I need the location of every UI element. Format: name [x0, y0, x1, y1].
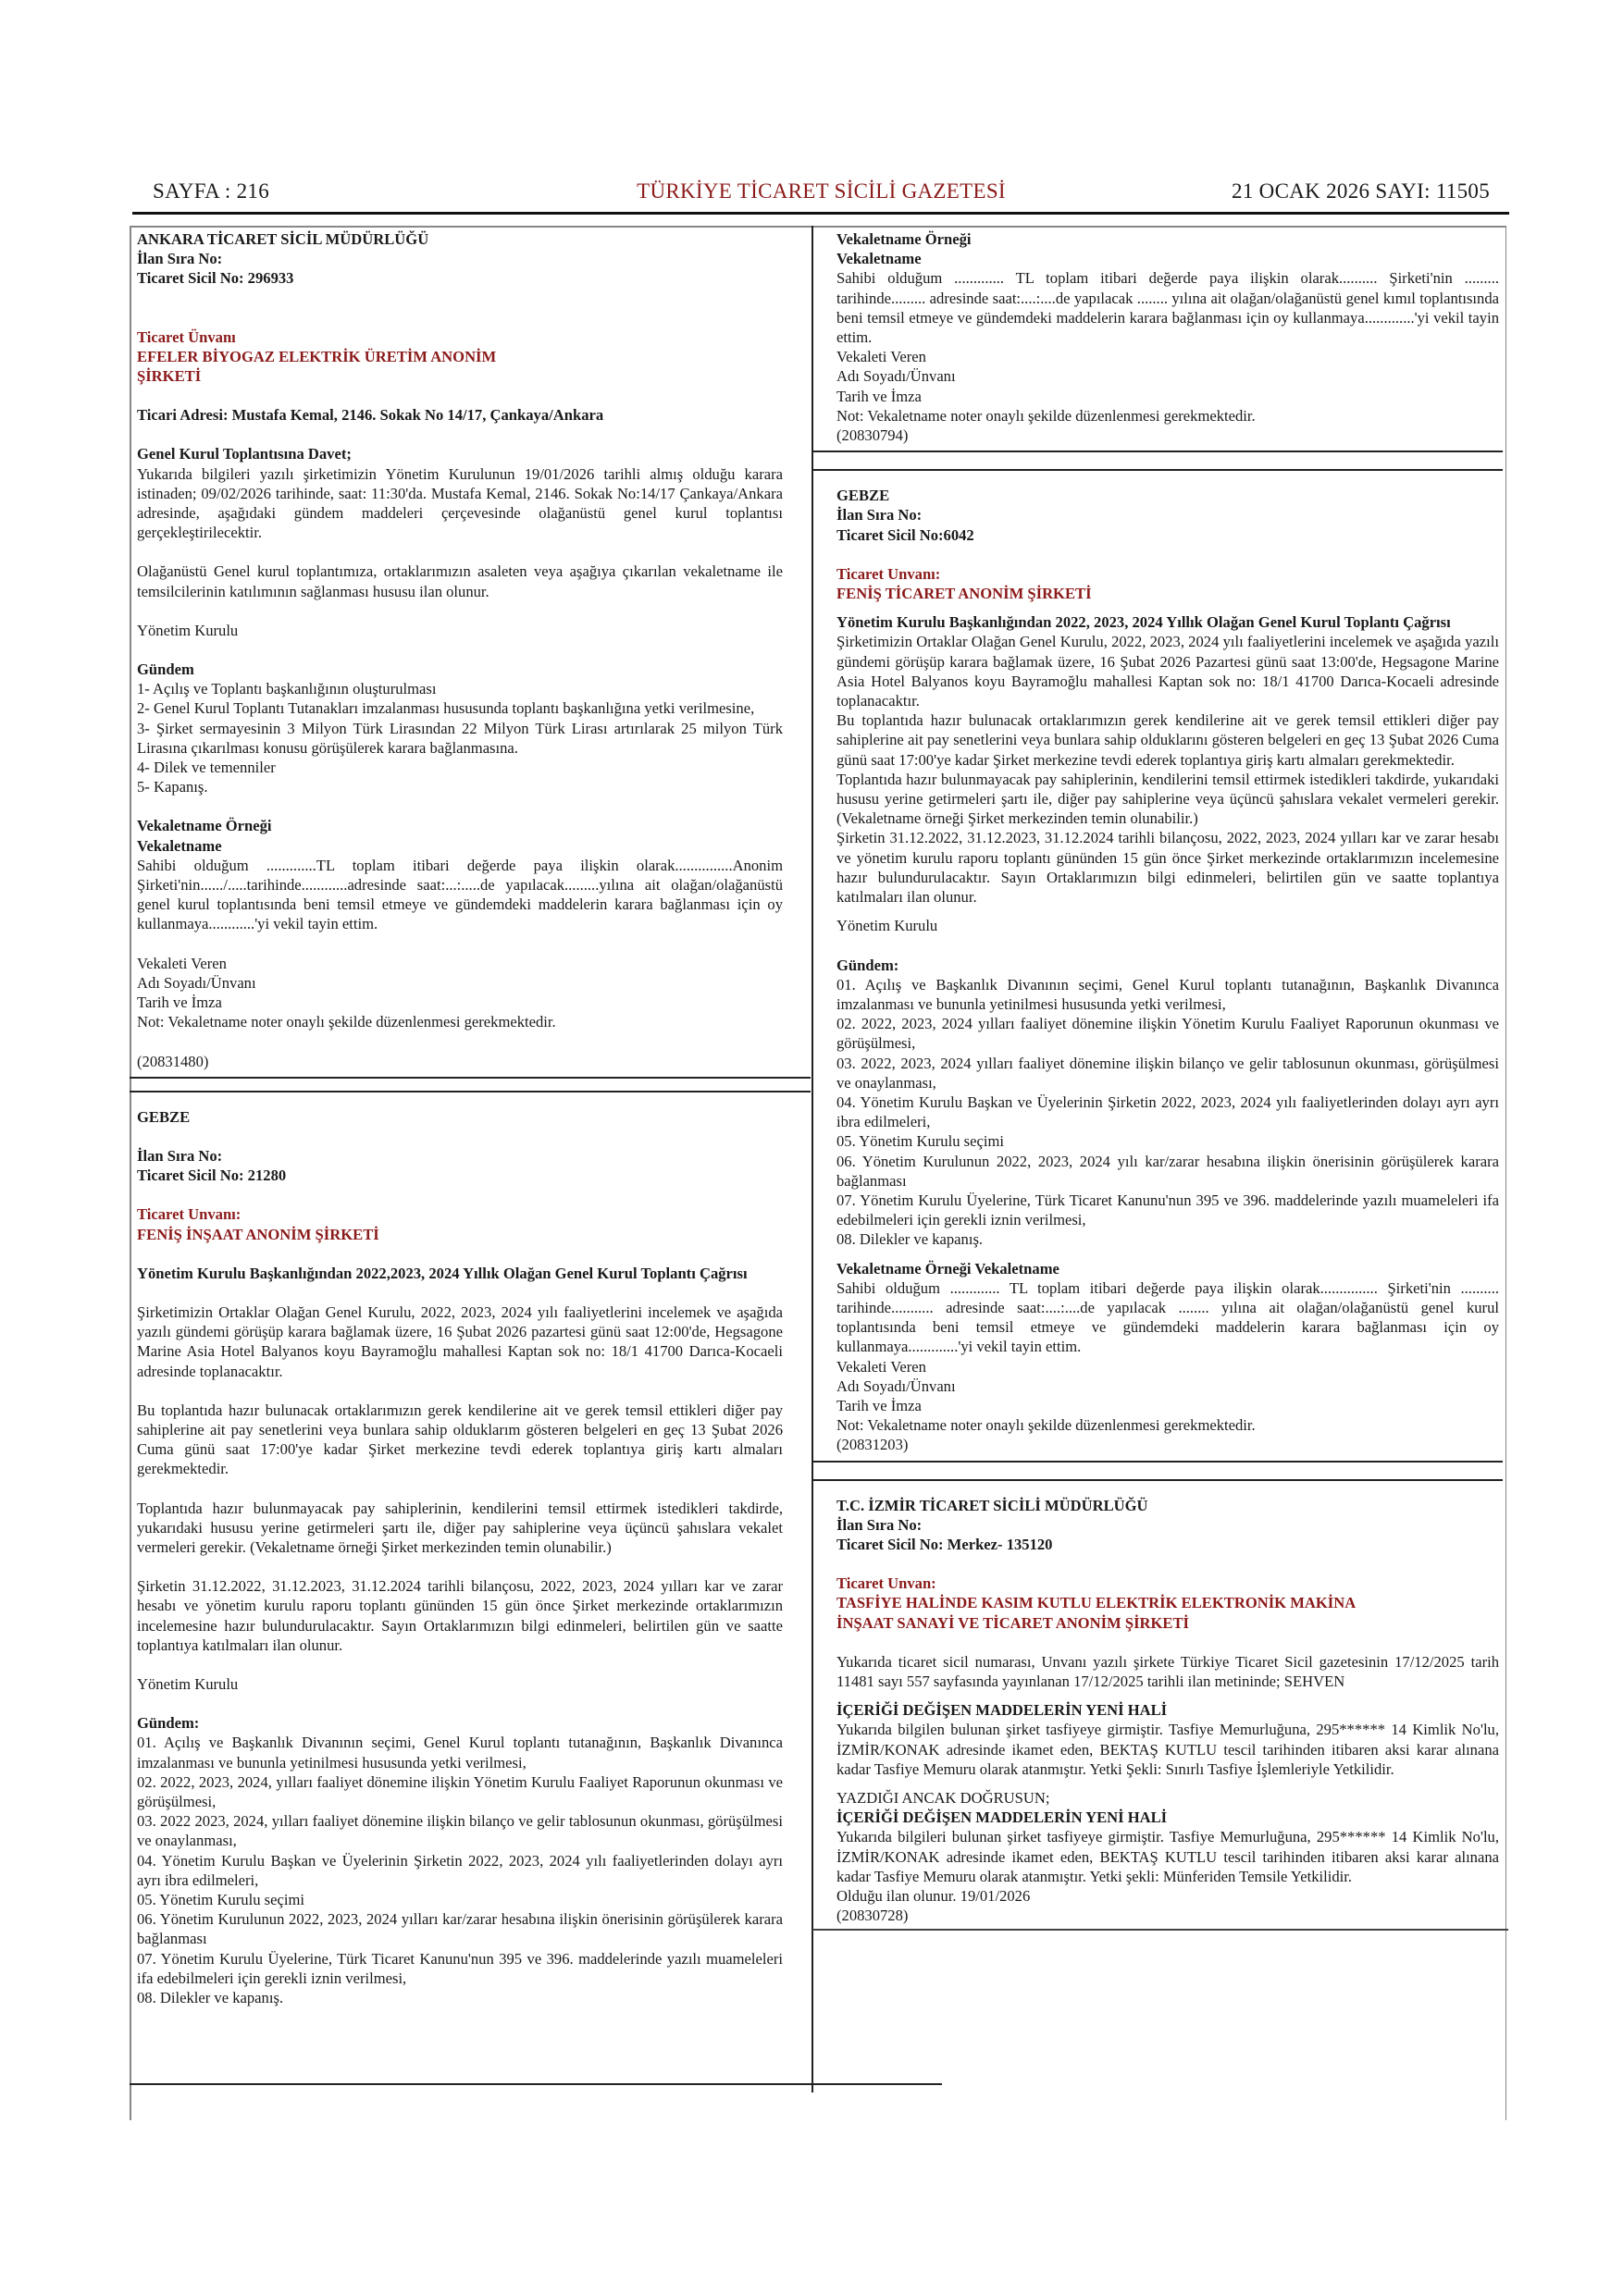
agenda-item: 07. Yönetim Kurulu Üyelerine, Türk Ticaret Kanunu'nun 395 ve 396. maddelerinde yazılı muameleleri ifa edebilmeleri için gerekli iznin verilmesi, [137, 1949, 783, 1987]
agenda-item: 3- Şirket sermayesinin 3 Milyon Türk Lirasından 22 Milyon Türk Lirası artırılarak 25 milyon Türk Lirasına çıkarılması konusu görüşülerek karara bağlanmasına. [137, 719, 783, 757]
agenda-item: 4- Dilek ve temenniler [137, 759, 276, 777]
agenda-item: 04. Yönetim Kurulu Başkan ve Üyelerinin Şirketin 2022, 2023, 2024 yılı faaliyetlerinden dolayı ayrı ayrı ibra edilmeleri, [137, 1851, 783, 1889]
company-address: Ticari Adresi: Mustafa Kemal, 2146. Sokak No 14/17, Çankaya/Ankara [137, 406, 604, 425]
header-rule [132, 212, 1509, 215]
agenda-item: 2- Genel Kurul Toplantı Tutanakları imzalanması hususunda toplantı başkanlığına yetki verilmesine, [137, 699, 755, 718]
agenda-item: 08. Dilekler ve kapanış. [137, 1989, 284, 2007]
ad-id: (20830794) [836, 426, 909, 445]
ad-separator-rule [812, 1479, 1503, 1481]
changed-title: İÇERİĞİ DEĞİŞEN MADDELERİN YENİ HALİ [836, 1701, 1168, 1720]
company-name: FENİŞ TİCARET ANONİM ŞİRKETİ [836, 585, 1092, 603]
sicil-no: Ticaret Sicil No: 296933 [137, 269, 294, 288]
board-signature: Yönetim Kurulu [137, 1674, 239, 1693]
left-column-bottom-rule [130, 2083, 942, 2085]
ad-gebze-ticaret [836, 486, 1499, 1480]
paragraph: Bu toplantıda hazır bulunacak ortaklarımızın gerek kendilerine ait ve gerek temsil ettikleri diğer pay sahiplerine ait pay senetlerini veya bunlara sahip olduklarım gösteren belgeleri en geç 13 Şubat 2026 Cuma günü saat 17:00'ye kadar Şirket merkezine tevdi ederek toplantıya giriş kartı almaları gerekmektedir. [137, 1401, 783, 1478]
ad-ankara [137, 229, 783, 1092]
signoff-line: Tarih ve İmza [836, 387, 922, 405]
ad-separator-rule [130, 1091, 811, 1092]
signoff-line: Tarih ve İmza [836, 1396, 922, 1414]
signoff-line: Vekaleti Veren [137, 954, 227, 972]
ilan-sira: İlan Sıra No: [836, 1515, 923, 1534]
sicil-no: Ticaret Sicil No:6042 [836, 525, 974, 544]
unvan-label: Ticaret Unvanı: [836, 564, 941, 583]
agenda-title: Gündem [137, 660, 194, 679]
call-title: Yönetim Kurulu Başkanlığından 2022,2023, 2024 Yıllık Olağan Genel Kurul Toplantı Çağrısı [137, 1264, 748, 1282]
ad-id: (20830728) [836, 1907, 909, 1925]
agenda-item: 06. Yönetim Kurulunun 2022, 2023, 2024 yılları kar/zarar hesabına ilişkin önerisinin görüşülerek karara bağlanması [137, 1910, 783, 1948]
agenda-item: 5- Kapanış. [137, 778, 208, 796]
ilan-sira: İlan Sıra No: [137, 250, 223, 268]
issue-date: 21 OCAK 2026 SAYI: 11505 [1232, 179, 1490, 203]
sicil-no: Ticaret Sicil No: 21280 [137, 1167, 287, 1185]
agenda-item: 02. 2022, 2023, 2024 yılları faaliyet dönemine ilişkin Yönetim Kurulu Faaliyet Raporunun okunması ve görüşülmesi, [836, 1015, 1499, 1053]
paragraph: Şirketin 31.12.2022, 31.12.2023, 31.12.2024 tarihli bilançosu, 2022, 2023, 2024 yılları kar ve zarar hesabı ve yönetim kurulu raporu toplantı gününden 15 gün önce Şirket merkezinde ortaklarımızın incelemesine hazır bulundurulacaktır. Sayın Ortaklarımızın bilgi edinmeleri, belirtilen gün ve saatte toplantıya katılmaları ilan olunur. [137, 1577, 783, 1654]
ad-izmir [836, 1496, 1499, 1926]
ilan-sira: İlan Sıra No: [836, 506, 923, 525]
proxy-title: Vekaletname Örneği Vekaletname [836, 1259, 1059, 1278]
signoff-note: Not: Vekaletname noter onaylı şekilde düzenlenmesi gerekmektedir. [836, 1416, 1256, 1435]
agenda-item: 04. Yönetim Kurulu Başkan ve Üyelerinin Şirketin 2022, 2023, 2024 yılı faaliyetlerinden dolayı ayrı ayrı ibra edilmeleri, [836, 1092, 1499, 1131]
correct-label: YAZDIĞI ANCAK DOĞRUSUN; [836, 1789, 1050, 1808]
correct-text: Yukarıda bilgileri bulunan şirket tasfiyeye girmiştir. Tasfiye Memurluğuna, 295****** 14 Kimlik No'lu, İZMİR/KONAK adresinde ikamet eden, BEKTAŞ KUTLU tescil tarihinden itibaren aksi karar alınana kadar Tasfiye Memuru olarak atanmıştır. Yetki şekli: Münferiden Temsile Yetkilidir. [836, 1828, 1499, 1885]
intro-text: Yukarıda ticaret sicil numarası, Unvanı yazılı şirkete Türkiye Ticaret Sicil gazetesinin 17/12/2025 tarih 11481 sayı 557 sayfasında yayınlanan 17/12/2025 tarihli ilan metininde; SEHVEN [836, 1652, 1499, 1690]
agenda-item: 01. Açılış ve Başkanlık Divanının seçimi, Genel Kurul toplantı tutanağının, Başkanlık Divanınca imzalanması ve bununla yetinilmesi hususunda yetki verilmesi, [836, 975, 1499, 1013]
call-title: Yönetim Kurulu Başkanlığından 2022, 2023, 2024 Yıllık Olağan Genel Kurul Toplantı Çağrısı [836, 613, 1451, 632]
closing-text: Olduğu ilan olunur. 19/01/2026 [836, 1887, 1031, 1906]
wrong-text: Yukarıda bilgilen bulunan şirket tasfiyeye girmiştir. Tasfiye Memurluğuna, 295****** 14 Kimlik No'lu, İZMİR/KONAK adresinde ikamet eden, BEKTAŞ KUTLU tescil tarihinden itibaren aksi karar alınana kadar Tasfiye Memuru olarak atanmıştır. Yetki Şekli: Sınırlı Tasfiye İşlemleriyle Yetkilidir. [836, 1721, 1499, 1778]
proxy-text: Sahibi olduğum ............. TL toplam itibari değerde paya ilişkin olarak............... Şirketi'nin .......... tarihinde........... adresinde saat:....:....de yapılacak ........ yılına ait olağan/olağanüstü genel kurul toplantısında beni temsil etmeye ve gündemdeki maddelerin karara bağlanması için oy kullanmaya.............'yi vekil tayin ettim. [836, 1278, 1499, 1356]
office-title: T.C. İZMİR TİCARET SİCİLİ MÜDÜRLÜĞÜ [836, 1496, 1148, 1514]
signoff-note: Not: Vekaletname noter onaylı şekilde düzenlenmesi gerekmektedir. [836, 406, 1256, 425]
proxy-subtitle: Vekaletname [137, 836, 222, 855]
signoff-note: Not: Vekaletname noter onaylı şekilde düzenlenmesi gerekmektedir. [137, 1013, 556, 1031]
ad-id: (20831480) [137, 1052, 209, 1070]
unvan-label: Ticaret Unvan: [836, 1574, 936, 1593]
ad-gebze-insaat [137, 1107, 783, 2008]
ad-continued-proxy [836, 229, 1499, 471]
office-title: GEBZE [836, 487, 890, 505]
agenda-item: 01. Açılış ve Başkanlık Divanının seçimi, Genel Kurul toplantı tutanağının, Başkanlık Divanınca imzalanması ve bununla yetinilmesi hususunda yetki verilmesi, [137, 1734, 783, 1771]
ilan-sira: İlan Sıra No: [137, 1146, 223, 1165]
company-name-line1: TASFİYE HALİNDE KASIM KUTLU ELEKTRİK ELEKTRONİK MAKİNA [836, 1594, 1357, 1612]
page-number: SAYFA : 216 [153, 179, 270, 203]
board-signature: Yönetim Kurulu [836, 917, 938, 935]
gazette-title: TÜRKİYE TİCARET SİCİLİ GAZETESİ [637, 179, 1006, 203]
proxy-subtitle: Vekaletname [836, 250, 922, 268]
ad-separator-rule [812, 469, 1503, 471]
proxy-title: Vekaletname Örneği [137, 817, 272, 835]
office-title: ANKARA TİCARET SİCİL MÜDÜRLÜĞÜ [137, 230, 429, 248]
proxy-text: Sahibi olduğum .............TL toplam itibari değerde paya ilişkin olarak...............Anonim Şirketi'nin....../.....tarihinde............adresinde saat:...:.....de yapılacak.........yılına ait olağan/olağanüstü genel kurul toplantısında beni temsil etmeye ve gündemdeki maddelerin karara bağlanması için oy kullanmaya............'yi vekil tayin ettim. [137, 856, 783, 933]
signoff-line: Adı Soyadı/Ünvanı [836, 367, 956, 386]
signoff-line: Vekaleti Veren [836, 348, 926, 366]
left-column [137, 229, 783, 2007]
paragraph: Şirketimizin Ortaklar Olağan Genel Kurulu, 2022, 2023, 2024 yılı faaliyetlerini incelemek ve aşağıda yazılı gündemi görüşüp karara bağlamak üzere, 16 Şubat 2026 Pazartesi günü saat 13:00'de, Hegsagone Marine Asia Hotel Balyanos koyu Bayramoğlu mahallesi Kaptan sok no: 18/1 41700 Darıca-Kocaeli adresinde toplanacaktır. [836, 633, 1499, 710]
paragraph: Şirketimizin Ortaklar Olağan Genel Kurulu, 2022, 2023, 2024 yılı faaliyetlerini incelemek ve aşağıda yazılı gündemi görüşüp karara bağlamak üzere, 16 Şubat 2026 pazartesi günü saat 12:00'de, Hegsagone Marine Asia Hotel Balyanos koyu Bayramoğlu mahallesi Kaptan sok no: 18/1 41700 Darıca-Kocaeli adresinde toplanacaktır. [137, 1302, 783, 1380]
paragraph: Toplantıda hazır bulunmayacak pay sahiplerinin, kendilerini temsil ettirmek istedikleri takdirde, yukarıdaki hususu yerine getirmeleri şartı ile, diğer pay sahiplerine veya üçüncü şahıslara vekalet vermeleri gerekir. (Vekaletname örneği Şirket merkezinden temin olunabilir.) [137, 1499, 783, 1556]
company-name-line2: ŞİRKETİ [137, 367, 202, 386]
column-divider [812, 226, 813, 2092]
signoff-line: Adı Soyadı/Ünvanı [836, 1376, 956, 1395]
paragraph: Şirketin 31.12.2022, 31.12.2023, 31.12.2024 tarihli bilançosu, 2022, 2023, 2024 yılları kar ve zarar hesabı ve yönetim kurulu raporu toplantı gününden 15 gün önce Şirket merkezinde ortaklarımızın incelemesine hazır bulundurulacaktır. Sayın Ortaklarımızın bilgi edinmeleri, belirtilen gün ve saatte toplantıya katılmaları ilan olunur. [836, 829, 1499, 907]
unvan-label: Ticaret Ünvanı [137, 327, 236, 346]
agenda-item: 08. Dilekler ve kapanış. [836, 1230, 984, 1249]
agenda-item: 03. 2022, 2023, 2024 yılları faaliyet dönemine ilişkin bilanço ve gelir tablosunun okunması, görüşülmesi ve onaylanması, [836, 1054, 1499, 1092]
agenda-title: Gündem: [137, 1714, 200, 1733]
signoff-line: Vekaleti Veren [836, 1357, 926, 1376]
changed-title-2: İÇERİĞİ DEĞİŞEN MADDELERİN YENİ HALİ [836, 1808, 1168, 1827]
agenda-item: 02. 2022, 2023, 2024, yılları faaliyet dönemine ilişkin Yönetim Kurulu Faaliyet Raporunun okunması ve görüşülmesi, [137, 1772, 783, 1810]
agenda-title: Gündem: [836, 956, 899, 974]
agenda-item: 03. 2022 2023, 2024, yılları faaliyet dönemine ilişkin bilanço ve gelir tablosunun okunması, görüşülmesi ve onaylanması, [137, 1812, 783, 1850]
paragraph: Toplantıda hazır bulunmayacak pay sahiplerinin, kendilerini temsil ettirmek istedikleri takdirde, yukarıdaki hususu yerine getirmeleri şartı ile, diğer pay sahiplerine veya üçüncü şahıslara vekalet vermeleri gerekir. (Vekaletname örneği Şirket merkezinden temin olunabilir.) [836, 770, 1499, 828]
right-column [836, 229, 1499, 1925]
proxy-title: Vekaletname Örneği [836, 230, 972, 248]
paragraph: Bu toplantıda hazır bulunacak ortaklarımızın gerek kendilerine ait ve gerek temsil ettikleri diğer pay sahiplerine ait pay senetlerini veya bunlara sahip olduklarını gösteren belgeleri en geç 13 Şubat 2026 Cuma günü saat 17:00'ye kadar Şirket merkezine tevdi ederek toplantıya giriş kartı almaları gerekmektedir. [836, 711, 1499, 769]
signoff-line: Tarih ve İmza [137, 994, 222, 1012]
invite-text-2: Olağanüstü Genel kurul toplantımıza, ortaklarımızın asaleten veya aşağıya çıkarılan vekaletname ile temsilcilerinin katılımının sağlanması hususu ilan olunur. [137, 562, 783, 600]
proxy-text: Sahibi olduğum ............. TL toplam itibari değerde paya ilişkin olarak.......... Şirketi'nin ......... tarihinde......... adresinde saat:....:....de yapılacak ........ yılına ait olağan/olağanüstü genel kımıl toplantısında beni temsil etmeye ve gündemdeki maddelerin karara bağlanması için oy kullanmaya.............'yi vekil tayin ettim. [836, 269, 1499, 347]
office-title: GEBZE [137, 1107, 191, 1126]
right-column-bottom-rule [812, 1929, 1508, 1931]
page-header [153, 176, 1490, 211]
agenda-item: 05. Yönetim Kurulu seçimi [137, 1891, 304, 1908]
invite-title: Genel Kurul Toplantısına Davet; [137, 445, 352, 463]
agenda-item: 06. Yönetim Kurulunun 2022, 2023, 2024 yılı kar/zarar hesabına ilişkin önerisinin görüşülerek karara bağlanması [836, 1152, 1499, 1190]
ad-id: (20831203) [836, 1436, 909, 1454]
agenda-item: 07. Yönetim Kurulu Üyelerine, Türk Ticaret Kanunu'nun 395 ve 396. maddelerinde yazılı muameleleri ifa edebilmeleri için gerekli iznin verilmesi, [836, 1191, 1499, 1229]
agenda-item: 1- Açılış ve Toplantı başkanlığının oluşturulması [137, 680, 437, 698]
company-name: FENİŞ İNŞAAT ANONİM ŞİRKETİ [137, 1225, 379, 1243]
unvan-label: Ticaret Unvanı: [137, 1205, 242, 1224]
company-name-line2: İNŞAAT SANAYİ VE TİCARET ANONİM ŞİRKETİ [836, 1613, 1190, 1632]
invite-text: Yukarıda bilgileri yazılı şirketimizin Yönetim Kurulunun 19/01/2026 tarihli almış olduğu karara istinaden; 09/02/2026 tarihinde, saat: 11:30'da. Mustafa Kemal, 2146. Sokak No:14/17 Çankaya/Ankara adresinde, aşağıdaki gündem maddeleri çerçevesinde olağanüstü genel kurul toplantısı gerçekleştirilecektir. [137, 464, 783, 542]
agenda-item: 05. Yönetim Kurulu seçimi [836, 1132, 1004, 1151]
signoff-line: Adı Soyadı/Ünvanı [137, 973, 256, 992]
company-name-line1: EFELER BİYOGAZ ELEKTRİK ÜRETİM ANONİM [137, 347, 497, 365]
board-signature: Yönetim Kurulu [137, 621, 239, 639]
sicil-no: Ticaret Sicil No: Merkez- 135120 [836, 1535, 1053, 1553]
